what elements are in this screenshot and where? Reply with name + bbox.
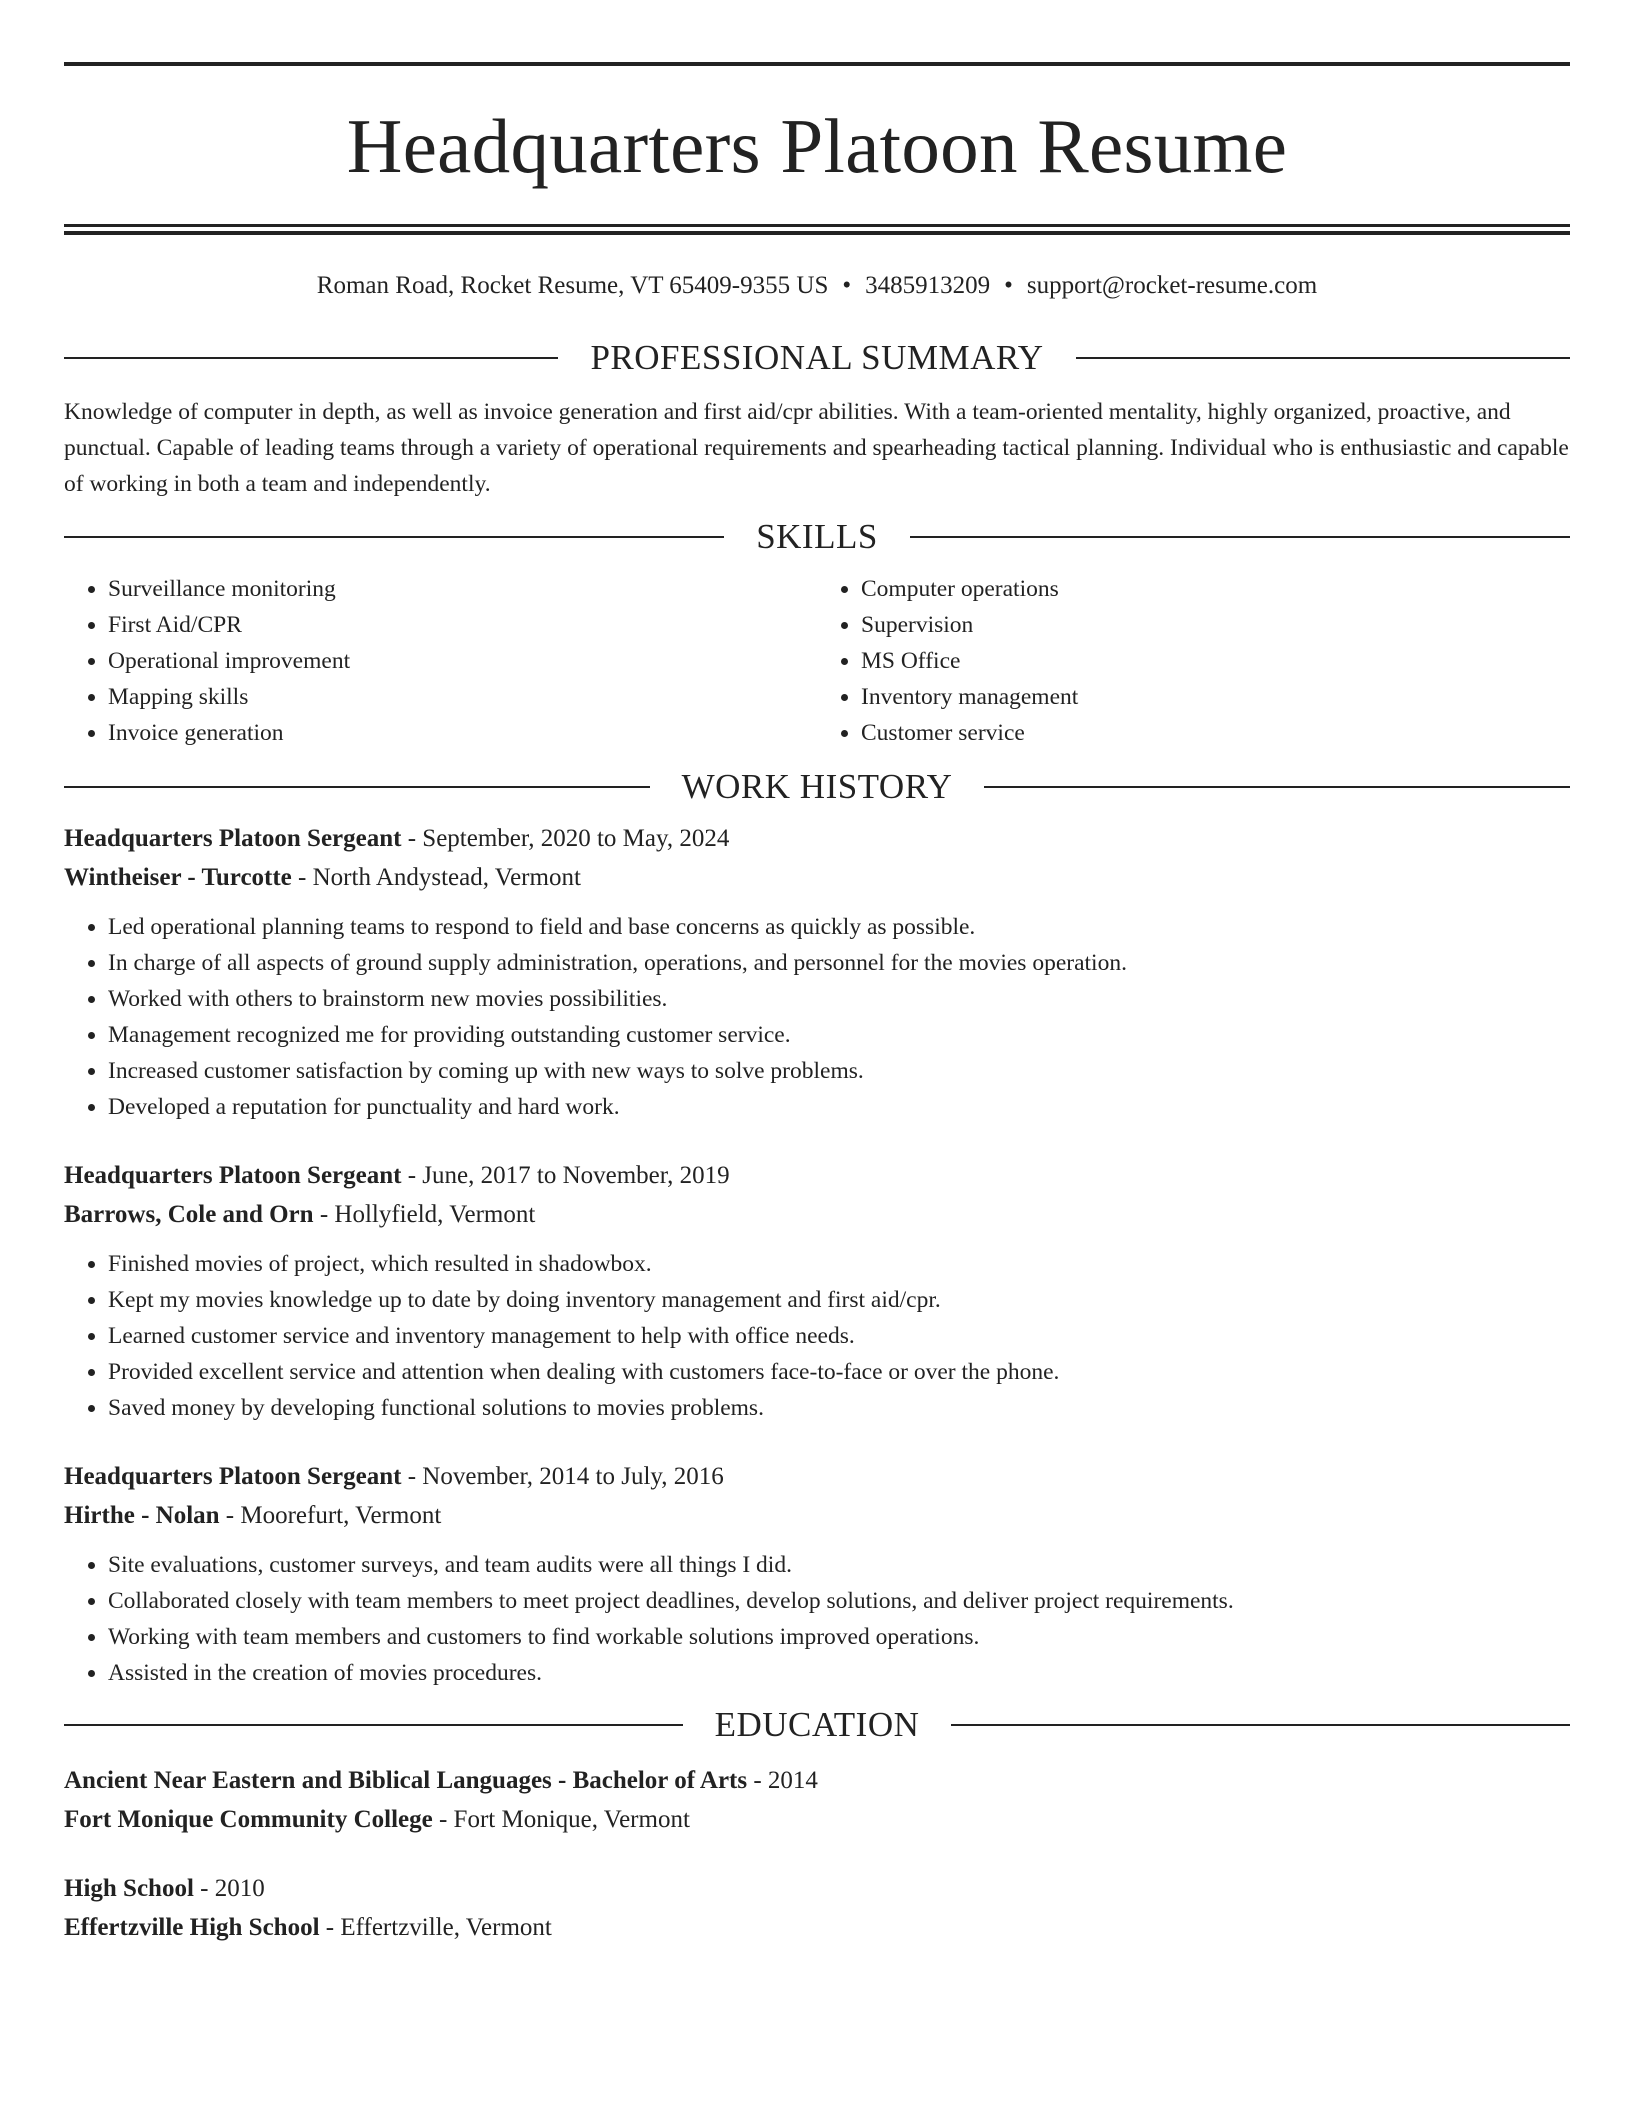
- heading-rule-left: [64, 357, 558, 359]
- skills-list: [64, 571, 1570, 751]
- job-bullet: • Finished movies of project, which resulted in shadowbox.: [108, 1246, 1570, 1282]
- contact-address: Roman Road, Rocket Resume, VT 65409-9355 US: [316, 272, 829, 299]
- education-school-line: [64, 1908, 1570, 1947]
- job-location: - Moorefurt, Vermont: [219, 1502, 442, 1529]
- skill-item: • Supervision: [861, 607, 1570, 643]
- name-double-rule: [64, 224, 1570, 235]
- job-dates: - June, 2017 to November, 2019: [401, 1162, 730, 1189]
- skills-column-left: [64, 571, 817, 751]
- skill-item: • Invoice generation: [108, 715, 817, 751]
- job-company-line: [64, 1496, 1570, 1535]
- job-entry: [64, 819, 1570, 1125]
- job-bullet: • Assisted in the creation of movies procedures.: [108, 1655, 1570, 1691]
- job-bullet: • Led operational planning teams to respond to field and base concerns as quickly as possible.: [108, 909, 1570, 945]
- job-dates: - September, 2020 to May, 2024: [401, 825, 730, 852]
- skill-item: • Surveillance monitoring: [108, 571, 817, 607]
- job-title: Headquarters Platoon Sergeant: [64, 1162, 402, 1189]
- skill-item: • Inventory management: [861, 679, 1570, 715]
- education-entry: [64, 1869, 1570, 1947]
- job-location: - North Andystead, Vermont: [291, 864, 581, 891]
- job-bullet: • Collaborated closely with team members to meet project deadlines, develop solutions, and deliver project requirements.: [108, 1583, 1570, 1619]
- heading-rule-right: [984, 786, 1570, 788]
- job-bullet: • In charge of all aspects of ground supply administration, operations, and personnel for the movies operation.: [108, 945, 1570, 981]
- job-bullet: • Management recognized me for providing outstanding customer service.: [108, 1017, 1570, 1053]
- education-school: Effertzville High School: [64, 1914, 320, 1941]
- education-school-line: [64, 1800, 1570, 1839]
- job-company: Wintheiser - Turcotte: [64, 864, 292, 891]
- skills-column-right: [817, 571, 1570, 751]
- job-bullets: [64, 909, 1570, 1125]
- skill-item: • Customer service: [861, 715, 1570, 751]
- education-degree-line: [64, 1869, 1570, 1908]
- skills-heading: [64, 515, 1570, 559]
- heading-rule-left: [64, 1724, 683, 1726]
- job-company: Hirthe - Nolan: [64, 1502, 220, 1529]
- job-title-line: [64, 1457, 1570, 1496]
- skill-item: • Mapping skills: [108, 679, 817, 715]
- work-heading-text: WORK HISTORY: [681, 767, 953, 806]
- job-company: Barrows, Cole and Orn: [64, 1201, 314, 1228]
- contact-line: [64, 269, 1570, 303]
- contact-separator: •: [842, 272, 852, 299]
- education-year: - 2014: [747, 1767, 818, 1794]
- education-degree-line: [64, 1761, 1570, 1800]
- job-bullet: • Developed a reputation for punctuality and hard work.: [108, 1089, 1570, 1125]
- job-entry: [64, 1457, 1570, 1691]
- work-heading: [64, 765, 1570, 809]
- education-heading-text: EDUCATION: [714, 1705, 920, 1744]
- resume-name: Headquarters Platoon Resume: [346, 103, 1288, 189]
- heading-rule-left: [64, 536, 724, 538]
- job-company-line: [64, 858, 1570, 897]
- job-bullet: • Site evaluations, customer surveys, and team audits were all things I did.: [108, 1547, 1570, 1583]
- skill-item: • Operational improvement: [108, 643, 817, 679]
- summary-text: Knowledge of computer in depth, as well as invoice generation and first aid/cpr abilities. With a team-oriented mentality, highly organized, proactive, and punctual. Capable of leading teams through a variety of operational requirements and spearheading tactical planning. Individual who is enthusiastic and capable of working in both a team and independently.: [64, 399, 1569, 497]
- heading-rule-right: [951, 1724, 1570, 1726]
- skills-heading-text: SKILLS: [756, 517, 878, 556]
- skill-item: • Computer operations: [861, 571, 1570, 607]
- education-degree: Ancient Near Eastern and Biblical Languages - Bachelor of Arts: [64, 1767, 748, 1794]
- job-bullet: • Increased customer satisfaction by coming up with new ways to solve problems.: [108, 1053, 1570, 1089]
- contact-email: support@rocket-resume.com: [1026, 272, 1318, 299]
- job-bullet: • Learned customer service and inventory management to help with office needs.: [108, 1318, 1570, 1354]
- heading-rule-right: [1076, 357, 1570, 359]
- education-school: Fort Monique Community College: [64, 1806, 433, 1833]
- skill-item: • First Aid/CPR: [108, 607, 817, 643]
- heading-rule-right: [910, 536, 1570, 538]
- job-bullets: [64, 1246, 1570, 1426]
- job-bullet: • Saved money by developing functional solutions to movies problems.: [108, 1390, 1570, 1426]
- job-company-line: [64, 1195, 1570, 1234]
- education-location: - Effertzville, Vermont: [319, 1914, 552, 1941]
- contact-separator: •: [1004, 272, 1013, 299]
- job-entry: [64, 1156, 1570, 1426]
- education-heading: [64, 1703, 1570, 1747]
- job-title-line: [64, 819, 1570, 858]
- heading-rule-left: [64, 786, 650, 788]
- job-bullet: • Kept my movies knowledge up to date by doing inventory management and first aid/cpr.: [108, 1282, 1570, 1318]
- summary-heading: [64, 336, 1570, 380]
- job-bullet: • Provided excellent service and attention when dealing with customers face-to-face or over the phone.: [108, 1354, 1570, 1390]
- job-location: - Hollyfield, Vermont: [313, 1201, 536, 1228]
- education-degree: High School: [64, 1875, 194, 1902]
- resume-content: [64, 62, 1570, 1947]
- job-bullet: • Worked with others to brainstorm new movies possibilities.: [108, 981, 1570, 1017]
- skill-item: • MS Office: [861, 643, 1570, 679]
- job-title-line: [64, 1156, 1570, 1195]
- job-bullet: • Working with team members and customers to find workable solutions improved operations.: [108, 1619, 1570, 1655]
- education-location: - Fort Monique, Vermont: [432, 1806, 690, 1833]
- contact-phone: 3485913209: [865, 272, 991, 299]
- job-title: Headquarters Platoon Sergeant: [64, 1463, 402, 1490]
- education-entry: [64, 1761, 1570, 1839]
- summary-heading-text: PROFESSIONAL SUMMARY: [590, 338, 1044, 377]
- job-bullets: [64, 1547, 1570, 1691]
- job-dates: - November, 2014 to July, 2016: [401, 1463, 724, 1490]
- job-title: Headquarters Platoon Sergeant: [64, 825, 402, 852]
- top-rule: [64, 62, 1570, 66]
- education-year: - 2010: [193, 1875, 265, 1902]
